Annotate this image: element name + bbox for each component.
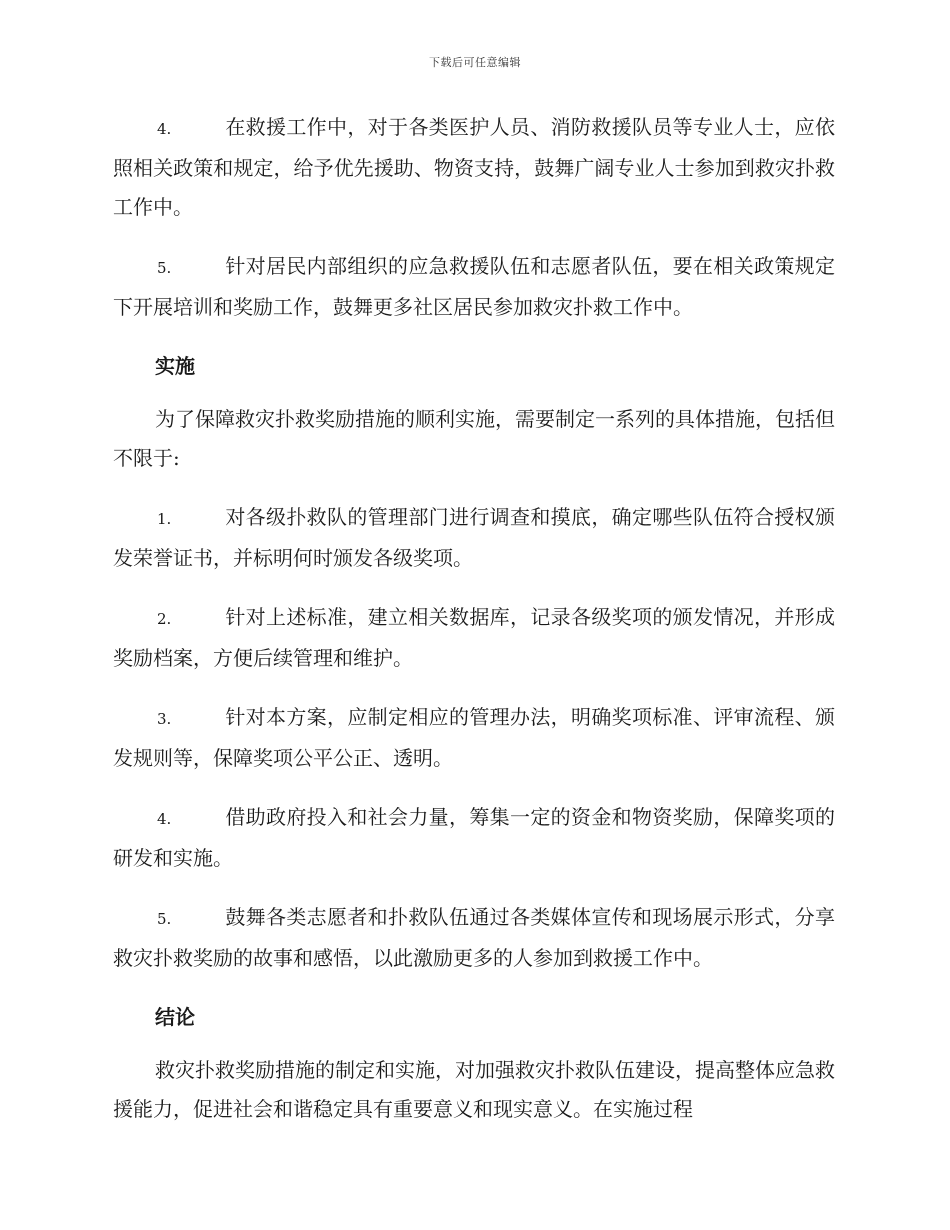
list-number: 4. xyxy=(157,120,172,138)
list-item xyxy=(113,698,835,778)
list-text: 针对本方案，应制定相应的管理办法，明确奖项标准、评审流程、颁发规则等，保障奖项公平公正、透明。 xyxy=(113,705,835,770)
list-number: 5. xyxy=(157,259,172,277)
list-item xyxy=(113,798,835,878)
list-text: 对各级扑救队的管理部门进行调查和摸底，确定哪些队伍符合授权颁发荣誉证书，并标明何时颁发各级奖项。 xyxy=(113,505,835,570)
paragraph: 救灾扑救奖励措施的制定和实施，对加强救灾扑救队伍建设，提高整体应急救援能力，促进社会和谐稳定具有重要意义和现实意义。在实施过程 xyxy=(113,1058,835,1121)
list-item xyxy=(113,898,835,978)
document-body xyxy=(113,108,835,1149)
list-number: 2. xyxy=(157,610,172,628)
page-header: 下载后可任意编辑 xyxy=(429,56,521,69)
list-item xyxy=(113,108,835,227)
list-text: 借助政府投入和社会力量，筹集一定的资金和物资奖励，保障奖项的研发和实施。 xyxy=(113,805,835,870)
list-text: 在救援工作中，对于各类医护人员、消防救援队员等专业人士，应依照相关政策和规定，给予优先援助、物资支持，鼓舞广阔专业人士参加到救灾扑救工作中。 xyxy=(113,115,835,219)
section-heading-implementation: 实施 xyxy=(155,354,195,378)
list-number: 3. xyxy=(157,710,172,728)
section-heading-conclusion: 结论 xyxy=(155,1005,195,1029)
list-number: 5. xyxy=(157,910,172,928)
list-text: 针对居民内部组织的应急救援队伍和志愿者队伍，要在相关政策规定下开展培训和奖励工作，鼓舞更多社区居民参加救灾扑救工作中。 xyxy=(113,254,835,319)
list-item xyxy=(113,247,835,327)
list-item xyxy=(113,498,835,578)
list-number: 1. xyxy=(157,510,172,528)
list-number: 4. xyxy=(157,810,172,828)
list-item xyxy=(113,598,835,678)
list-text: 针对上述标准，建立相关数据库，记录各级奖项的颁发情况，并形成奖励档案，方便后续管理和维护。 xyxy=(113,605,835,670)
list-text: 鼓舞各类志愿者和扑救队伍通过各类媒体宣传和现场展示形式，分享救灾扑救奖励的故事和感悟，以此激励更多的人参加到救援工作中。 xyxy=(113,905,835,970)
paragraph: 为了保障救灾扑救奖励措施的顺利实施，需要制定一系列的具体措施，包括但不限于: xyxy=(113,407,835,470)
